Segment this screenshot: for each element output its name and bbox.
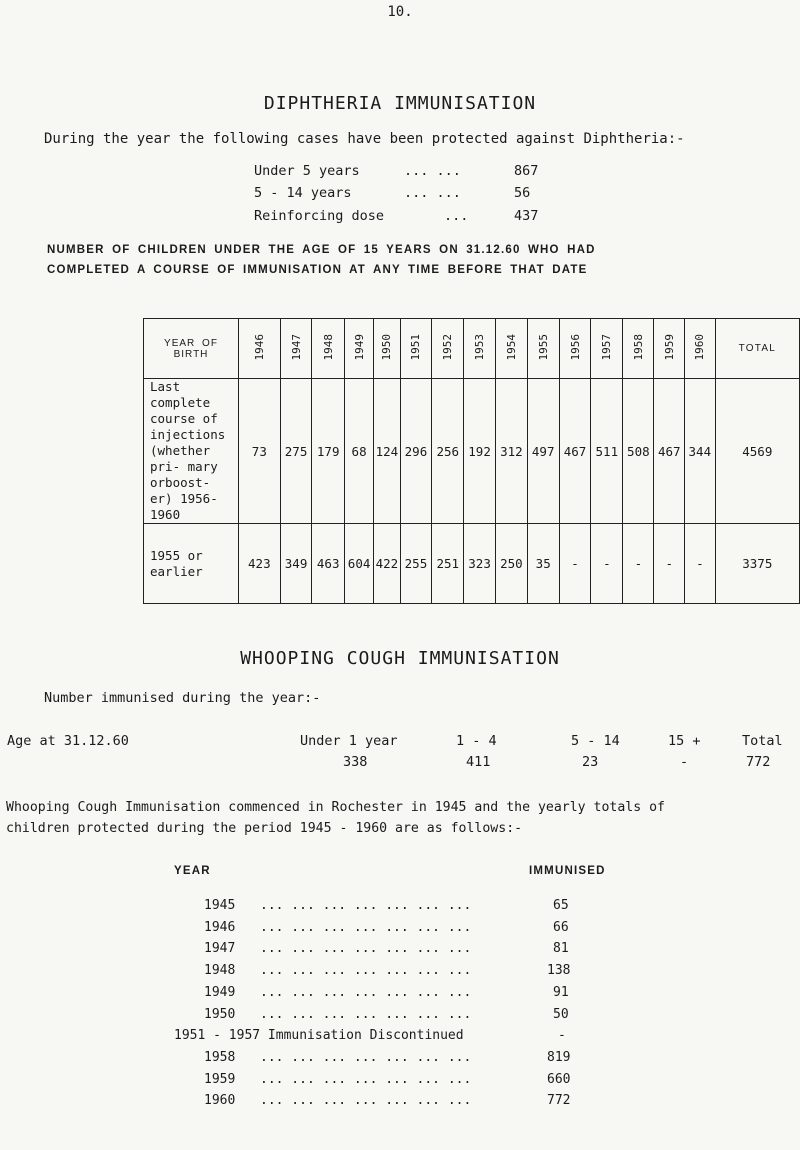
immunised-cell: 50 <box>553 1007 569 1022</box>
year-header: 1953 <box>464 319 496 379</box>
year-header: 1955 <box>527 319 559 379</box>
whooping-title: WHOOPING COUGH IMMUNISATION <box>240 648 560 669</box>
immunised-cell: 65 <box>553 898 569 913</box>
immunised-cell: 91 <box>553 985 569 1000</box>
table-cell: 423 <box>239 524 281 604</box>
table-cell: 467 <box>654 379 685 524</box>
case-row <box>254 208 538 224</box>
table-cell: 497 <box>527 379 559 524</box>
group-value: - <box>680 754 689 770</box>
table-cell: 511 <box>591 379 623 524</box>
year-cell: 1946 <box>204 920 236 935</box>
case-row <box>254 185 530 201</box>
year-column-header: YEAR <box>174 865 211 877</box>
table-cell: 68 <box>344 379 373 524</box>
case-value: 56 <box>514 185 531 201</box>
leader-dots: ... ... ... ... ... ... ... <box>260 898 472 913</box>
year-cell: 1950 <box>204 1007 236 1022</box>
table-cell: 179 <box>312 379 344 524</box>
group-value: 338 <box>343 754 368 770</box>
case-label: 5 - 14 years <box>254 185 352 201</box>
table-cell: 508 <box>623 379 654 524</box>
table-row <box>144 379 800 524</box>
case-dots: ... <box>444 208 469 224</box>
table-cell: 422 <box>374 524 400 604</box>
group-label: 1 - 4 <box>456 733 497 749</box>
table-cell: 192 <box>464 379 496 524</box>
table-cell: 323 <box>464 524 496 604</box>
immunised-cell: 81 <box>553 941 569 956</box>
year-header: 1947 <box>280 319 312 379</box>
table-cell: 463 <box>312 524 344 604</box>
leader-dots: ... ... ... ... ... ... ... <box>260 985 472 1000</box>
table-row <box>144 524 800 604</box>
leader-dots: ... ... ... ... ... ... ... <box>260 1072 472 1087</box>
leader-dots: ... ... ... ... ... ... ... <box>260 941 472 956</box>
leader-dots: ... ... ... ... ... ... ... <box>260 1093 472 1108</box>
immunised-column-header: IMMUNISED <box>529 865 606 877</box>
year-header: 1948 <box>312 319 344 379</box>
year-cell: 1959 <box>204 1072 236 1087</box>
year-header: 1950 <box>374 319 400 379</box>
leader-dots: ... ... ... ... ... ... ... <box>260 1007 472 1022</box>
case-value: 437 <box>514 208 539 224</box>
leader-dots: ... ... ... ... ... ... ... <box>260 920 472 935</box>
row-total: 3375 <box>715 524 799 604</box>
year-cell: 1945 <box>204 898 236 913</box>
year-header: 1958 <box>623 319 654 379</box>
group-label: Total <box>742 733 783 749</box>
case-label: Reinforcing dose <box>254 208 385 224</box>
table-cell: 256 <box>432 379 464 524</box>
case-dots: ... ... <box>404 163 461 179</box>
year-header: 1956 <box>559 319 591 379</box>
table-cell: - <box>685 524 716 604</box>
year-of-birth-header: YEAR OF BIRTH <box>144 319 239 379</box>
table-cell: - <box>654 524 685 604</box>
diphtheria-intro: During the year the following cases have been protected against Diphtheria:- <box>44 131 685 147</box>
year-cell: 1951 - 1957 Immunisation Discontinued <box>174 1028 464 1043</box>
year-header: 1960 <box>685 319 716 379</box>
immunised-cell: 772 <box>547 1093 571 1108</box>
table-cell: 344 <box>685 379 716 524</box>
page-number: 10. <box>387 4 413 20</box>
table-cell: - <box>559 524 591 604</box>
case-row <box>254 163 538 179</box>
table-header-row <box>144 319 800 379</box>
table-cell: 255 <box>400 524 432 604</box>
year-cell: 1960 <box>204 1093 236 1108</box>
table-cell: 124 <box>374 379 400 524</box>
row-total: 4569 <box>715 379 799 524</box>
year-cell: 1947 <box>204 941 236 956</box>
case-value: 867 <box>514 163 539 179</box>
year-cell: 1949 <box>204 985 236 1000</box>
group-label: Under 1 year <box>300 733 398 749</box>
group-value: 23 <box>582 754 599 770</box>
leader-dots: ... ... ... ... ... ... ... <box>260 1050 472 1065</box>
table-cell: 35 <box>527 524 559 604</box>
table-cell: 296 <box>400 379 432 524</box>
row-label: Last complete course of injections (whether pri- mary orboost- er) 1956-1960 <box>144 379 239 524</box>
year-cell: 1958 <box>204 1050 236 1065</box>
notice-line-1: NUMBER OF CHILDREN UNDER THE AGE OF 15 YEARS ON 31.12.60 WHO HAD <box>47 244 596 256</box>
table-cell: - <box>623 524 654 604</box>
case-label: Under 5 years <box>254 163 360 179</box>
table-cell: 251 <box>432 524 464 604</box>
table-cell: 604 <box>344 524 373 604</box>
immunisation-table <box>143 318 800 604</box>
row-label: 1955 or earlier <box>144 524 239 604</box>
whooping-para-line-2: children protected during the period 1945 - 1960 are as follows:- <box>6 821 523 836</box>
group-value: 411 <box>466 754 491 770</box>
group-label: 15 + <box>668 733 701 749</box>
year-header: 1959 <box>654 319 685 379</box>
immunised-cell: 66 <box>553 920 569 935</box>
immunised-cell: 819 <box>547 1050 571 1065</box>
table-cell: 250 <box>495 524 527 604</box>
group-label: 5 - 14 <box>571 733 620 749</box>
year-header: 1952 <box>432 319 464 379</box>
immunised-cell: 660 <box>547 1072 571 1087</box>
year-cell: 1948 <box>204 963 236 978</box>
age-label: Age at 31.12.60 <box>7 733 129 749</box>
immunised-cell: 138 <box>547 963 571 978</box>
notice-line-2: COMPLETED A COURSE OF IMMUNISATION AT ANY TIME BEFORE THAT DATE <box>47 264 588 276</box>
year-header: 1951 <box>400 319 432 379</box>
group-value: 772 <box>746 754 771 770</box>
case-dots: ... ... <box>404 185 461 201</box>
table-cell: 349 <box>280 524 312 604</box>
table-cell: 467 <box>559 379 591 524</box>
year-header: 1954 <box>495 319 527 379</box>
total-header: TOTAL <box>715 319 799 379</box>
diphtheria-title: DIPHTHERIA IMMUNISATION <box>263 93 537 114</box>
year-header: 1957 <box>591 319 623 379</box>
number-immunised-line: Number immunised during the year:- <box>44 690 321 706</box>
table-cell: 73 <box>239 379 281 524</box>
whooping-para-line-1: Whooping Cough Immunisation commenced in Rochester in 1945 and the yearly totals of <box>6 800 665 815</box>
immunised-cell: - <box>558 1028 566 1043</box>
table-cell: - <box>591 524 623 604</box>
leader-dots: ... ... ... ... ... ... ... <box>260 963 472 978</box>
year-header: 1946 <box>239 319 281 379</box>
year-header: 1949 <box>344 319 373 379</box>
table-cell: 275 <box>280 379 312 524</box>
table-cell: 312 <box>495 379 527 524</box>
